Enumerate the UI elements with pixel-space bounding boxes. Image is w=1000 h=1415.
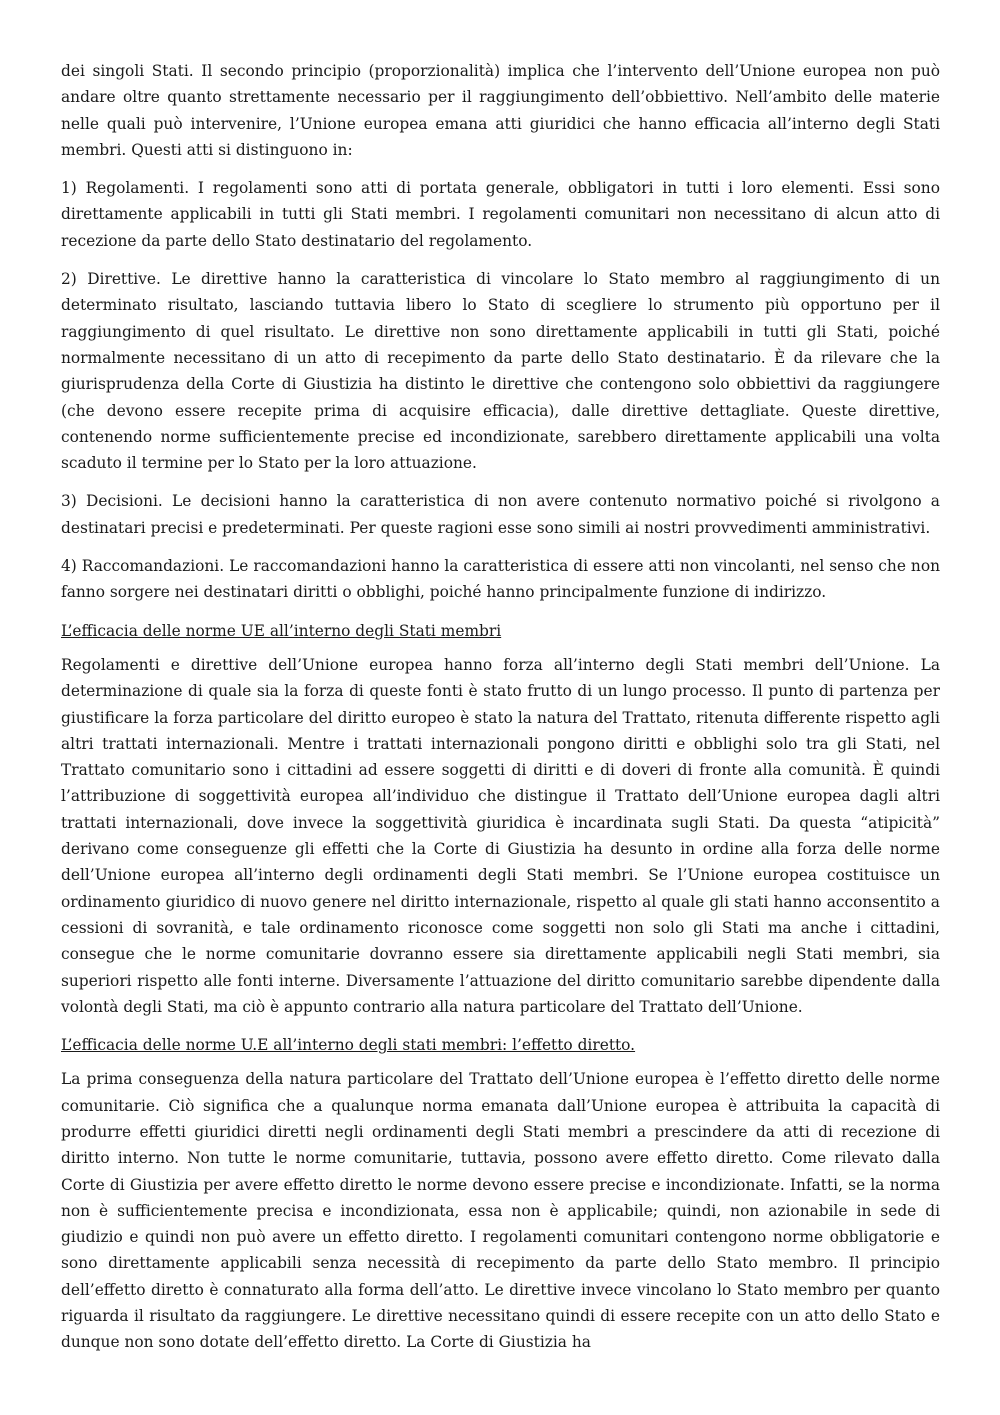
decisioni-paragraph: 3) Decisioni. Le decisioni hanno la caratteristica di non avere contenuto normativo poiché si rivolgono a destinatari precisi e predeterminati. Per queste ragioni esse sono simili ai nostri provvedimenti amministrativi. — [61, 492, 940, 537]
effetto-diretto-paragraph: La prima conseguenza della natura particolare del Trattato dell’Unione europea è l’effetto diretto delle norme comunitarie. Ciò significa che a qualunque norma emanata dall’Unione europea è attribuita la capacità di produrre effetti giuridici diretti negli ordinamenti degli Stati membri a prescindere da atti di recezione di diritto interno. Non tutte le norme comunitarie, tuttavia, possono avere effetto diretto. Come rilevato dalla Corte di Giustizia per avere effetto diretto le norme devono essere precise e incondizionate. Infatti, se la norma non è sufficientemente precisa e incondizionata, essa non è applicabile; quindi, non azionabile in sede di giudizio e quindi non può avere un effetto diretto. I regolamenti comunitari contengono norme obbligatorie e sono direttamente applicabili senza necessità di recepimento da parte dello Stato membro. Il principio dell’effetto diretto è connaturato alla forma dell’atto. Le direttive invece vincolano lo Stato membro per quanto riguarda il risultato da raggiungere. Le direttive necessitano quindi di essere recepite con un atto dello Stato e dunque non sono dotate dell’effetto diretto. La Corte di Giustizia ha — [61, 1070, 940, 1352]
raccomandazioni-paragraph: 4) Raccomandazioni. Le raccomandazioni hanno la caratteristica di essere atti non vincolanti, nel senso che non fanno sorgere nei destinatari diritti o obblighi, poiché hanno principalmente funzione di indirizzo. — [61, 557, 940, 602]
section-heading-efficacia: L’efficacia delle norme UE all’interno degli Stati membri — [61, 621, 502, 640]
document-page — [61, 58, 940, 1362]
direttive-paragraph: 2) Direttive. Le direttive hanno la caratteristica di vincolare lo Stato membro al raggiungimento di un determinato risultato, lasciando tuttavia libero lo Stato di scegliere lo strumento più opportuno per il raggiungimento di quel risultato. Le direttive non sono direttamente applicabili in tutti gli Stati, poiché normalmente necessitano di un atto di recepimento da parte dello Stato destinatario. È da rilevare che la giurisprudenza della Corte di Giustizia ha distinto le direttive che contengono solo obbiettivi da raggiungere (che devono essere recepite prima di acquisire efficacia), dalle direttive dettagliate. Queste direttive, contenendo norme sufficientemente precise ed incondizionate, sarebbero direttamente applicabili una volta scaduto il termine per lo Stato per la loro attuazione. — [61, 270, 940, 473]
efficacia-paragraph: Regolamenti e direttive dell’Unione europea hanno forza all’interno degli Stati membri dell’Unione. La determinazione di quale sia la forza di queste fonti è stato frutto di un lungo processo. Il punto di partenza per giustificare la forza particolare del diritto europeo è stato la natura del Trattato, ritenuta differente rispetto agli altri trattati internazionali. Mentre i trattati internazionali pongono diritti e obblighi solo tra gli Stati, nel Trattato comunitario sono i cittadini ad essere soggetti di diritti e di doveri di fronte alla comunità. È quindi l’attribuzione di soggettività europea all’individuo che distingue il Trattato dell’Unione europea dagli altri trattati internazionali, dove invece la soggettività giuridica è incardinata sugli Stati. Da questa “atipicità” derivano come conseguenze gli effetti che la Corte di Giustizia ha desunto in ordine alla forza delle norme dell’Unione europea all’interno degli ordinamenti degli Stati membri. Se l’Unione europea costituisce un ordinamento giuridico di nuovo genere nel diritto internazionale, rispetto al quale gli stati hanno acconsentito a cessioni di sovranità, e tale ordinamento riconosce come soggetti non solo gli Stati ma anche i cittadini, consegue che le norme comunitarie dovranno essere sia direttamente applicabili negli Stati membri, sia superiori rispetto alle fonti interne. Diversamente l’attuazione del diritto comunitario sarebbe dipendente dalla volontà degli Stati, ma ciò è appunto contrario alla natura particolare del Trattato dell’Unione. — [61, 655, 940, 1016]
section-heading-effetto-diretto: L’efficacia delle norme U.E all’interno degli stati membri: l’effetto diretto. — [61, 1036, 636, 1055]
intro-paragraph: dei singoli Stati. Il secondo principio (proporzionalità) implica che l’intervento dell’Unione europea non può andare oltre quanto strettamente necessario per il raggiungimento dell’obbiettivo. Nell’ambito delle materie nelle quali può intervenire, l’Unione europea emana atti giuridici che hanno efficacia all’interno degli Stati membri. Questi atti si distinguono in: — [61, 62, 940, 159]
regolamenti-paragraph: 1) Regolamenti. I regolamenti sono atti di portata generale, obbligatori in tutti i loro elementi. Essi sono direttamente applicabili in tutti gli Stati membri. I regolamenti comunitari non necessitano di alcun atto di recezione da parte dello Stato destinatario del regolamento. — [61, 179, 940, 250]
